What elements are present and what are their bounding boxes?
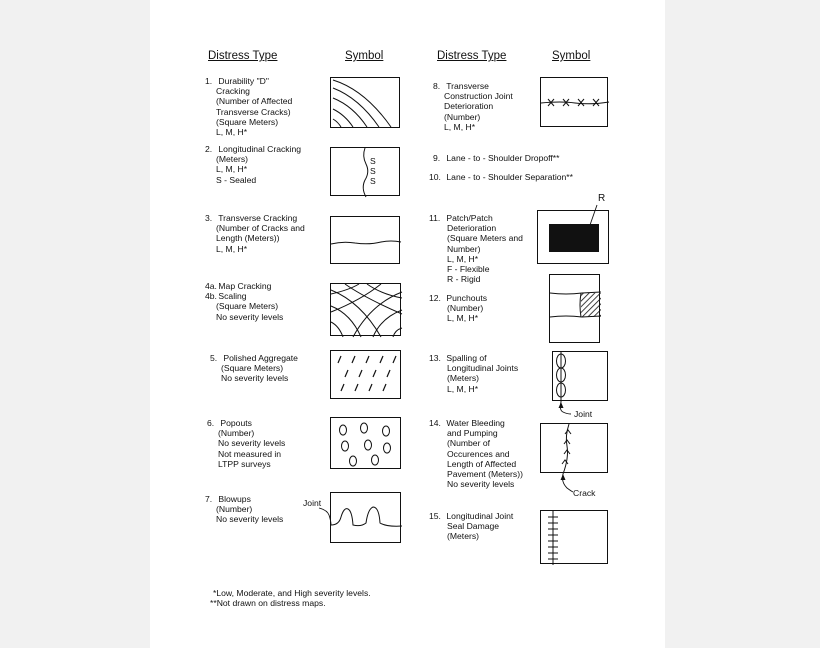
patch-r-label: R xyxy=(598,193,606,204)
item-line: Longitudinal Joints xyxy=(447,363,519,374)
item-line: L, M, H* xyxy=(447,383,479,394)
patch-icon xyxy=(538,211,610,265)
blowup-wave-icon xyxy=(331,493,402,544)
item-line: Scaling xyxy=(218,291,247,302)
symbol-map-cracking xyxy=(330,283,401,336)
item-line: (Square Meters) xyxy=(216,116,279,127)
item-line: Longitudinal Joint xyxy=(446,511,514,521)
item-line: Deterioration xyxy=(447,223,497,234)
water-bleeding-icon xyxy=(541,424,609,474)
item-line: Length (Meters)) xyxy=(216,233,280,244)
item-line: Blowups xyxy=(218,494,251,504)
item-line: (Square Meters) xyxy=(221,363,284,374)
item-line: (Number) xyxy=(447,303,484,314)
distress-item-14 xyxy=(429,418,523,489)
distress-item-6 xyxy=(207,418,285,469)
blowup-joint-label: Joint xyxy=(303,498,322,508)
header-symbol-right: Symbol xyxy=(552,50,591,62)
item-line: (Number of xyxy=(447,438,490,449)
item-number: 12. xyxy=(429,293,441,303)
item-line: Length of Affected xyxy=(447,458,517,469)
item-line: (Number) xyxy=(216,504,253,515)
item-line: S - Sealed xyxy=(216,174,257,185)
slash-marks-icon xyxy=(331,351,402,400)
item-line: Lane - to - Shoulder Dropoff** xyxy=(446,153,560,163)
item-line: Map Cracking xyxy=(218,281,272,291)
item-line: Number) xyxy=(447,243,481,254)
item-line: L, M, H* xyxy=(444,121,476,132)
item-number: 2. xyxy=(205,144,213,154)
item-line: F - Flexible xyxy=(447,264,490,275)
item-line: (Square Meters and xyxy=(447,233,523,244)
item-line: R - Rigid xyxy=(447,274,481,285)
item-line: Occurences and xyxy=(447,448,510,459)
sealed-letter: S xyxy=(370,166,376,176)
distress-item-12 xyxy=(429,293,487,324)
item-line: Deterioration xyxy=(444,101,494,112)
item-line: Durability "D" xyxy=(218,76,269,86)
distress-item-3 xyxy=(205,213,305,254)
item-line: Longitudinal Cracking xyxy=(218,144,302,154)
item-line: (Square Meters) xyxy=(216,301,279,312)
item-line: L, M, H* xyxy=(216,127,248,138)
item-line: (Number) xyxy=(444,111,481,122)
item-line: (Meters) xyxy=(216,154,248,165)
item-line: L, M, H* xyxy=(216,164,248,175)
item-line: Construction Joint xyxy=(444,91,513,102)
item-number: 13. xyxy=(429,353,441,363)
symbol-blowups xyxy=(330,492,401,543)
bleeding-crack-label: Crack xyxy=(573,488,596,498)
item-line: No severity levels xyxy=(216,514,284,525)
item-number: 7. xyxy=(205,494,213,504)
item-line: Spalling of xyxy=(446,353,487,363)
spalling-icon xyxy=(553,352,609,402)
spalling-joint-label: Joint xyxy=(574,409,593,419)
item-number: 8. xyxy=(433,81,441,91)
item-line: L, M, H* xyxy=(216,243,248,254)
footnote-severity: *Low, Moderate, and High severity levels. xyxy=(213,588,371,598)
item-line: and Pumping xyxy=(447,428,498,439)
map-cracking-icon xyxy=(331,284,402,337)
sealed-letter: S xyxy=(370,176,376,186)
item-line: Seal Damage xyxy=(447,521,500,532)
punchout-icon xyxy=(550,275,601,344)
distress-item-7 xyxy=(205,494,283,525)
item-line: Polished Aggregate xyxy=(223,353,298,363)
item-line: (Number) xyxy=(218,428,255,439)
symbol-construction-joint xyxy=(540,77,608,127)
item-number: 11. xyxy=(429,213,441,223)
item-line: LTPP surveys xyxy=(218,458,271,469)
symbol-water-bleeding xyxy=(540,423,608,473)
item-line: Patch/Patch xyxy=(446,213,493,223)
item-number: 10. xyxy=(429,172,441,182)
item-line: (Number of Affected xyxy=(216,96,293,107)
item-number: 14. xyxy=(429,418,441,428)
diagonal-arcs-icon xyxy=(331,78,401,129)
distress-item-5 xyxy=(210,353,298,384)
item-line: L, M, H* xyxy=(447,253,479,264)
distress-item-11 xyxy=(429,213,523,284)
symbol-transverse-cracking xyxy=(330,216,400,264)
distress-item-15 xyxy=(429,511,513,542)
item-line: No severity levels xyxy=(218,438,286,449)
seal-damage-icon xyxy=(541,511,609,565)
item-number: 4b. xyxy=(205,291,217,302)
distress-item-8 xyxy=(433,81,513,132)
item-number: 3. xyxy=(205,213,213,223)
transverse-crack-icon xyxy=(331,217,401,265)
ovals-icon xyxy=(331,418,402,470)
distress-item-9 xyxy=(433,153,559,163)
item-line: No severity levels xyxy=(216,311,284,322)
item-line: Punchouts xyxy=(446,293,488,303)
item-line: (Number of Cracks and xyxy=(216,223,305,234)
symbol-longitudinal-cracking xyxy=(330,147,400,196)
distress-item-1 xyxy=(205,76,292,137)
header-symbol-left: Symbol xyxy=(345,50,384,62)
item-number: 6. xyxy=(207,418,215,428)
footnote-not-drawn: **Not drawn on distress maps. xyxy=(210,598,326,608)
item-line: Transverse xyxy=(446,81,489,91)
item-number: 15. xyxy=(429,511,441,521)
sealed-letter: S xyxy=(370,156,376,166)
header-distress-type-left: Distress Type xyxy=(208,50,278,62)
distress-item-10 xyxy=(429,172,573,182)
item-line: Popouts xyxy=(220,418,252,428)
item-number: 9. xyxy=(433,153,441,163)
symbol-durability-d-cracking xyxy=(330,77,400,128)
item-line: No severity levels xyxy=(221,373,289,384)
item-line: No severity levels xyxy=(447,479,515,490)
sealed-letters xyxy=(370,156,376,186)
symbol-patch xyxy=(537,210,609,264)
item-line: (Meters) xyxy=(447,531,479,542)
symbol-polished-aggregate xyxy=(330,350,401,399)
symbol-spalling xyxy=(552,351,608,401)
item-line: Transverse Cracks) xyxy=(216,106,291,117)
joint-x-marks-icon xyxy=(541,78,609,128)
item-number: 4a. xyxy=(205,281,217,291)
longitudinal-crack-icon xyxy=(331,148,401,197)
distress-item-13 xyxy=(429,353,518,394)
item-line: (Meters) xyxy=(447,373,479,384)
item-line: Transverse Cracking xyxy=(218,213,298,223)
item-line: Water Bleeding xyxy=(446,418,505,428)
item-line: Pavement (Meters)) xyxy=(447,469,523,480)
item-number: 5. xyxy=(210,353,218,363)
header-distress-type-right: Distress Type xyxy=(437,50,507,62)
item-line: Lane - to - Shoulder Separation** xyxy=(446,172,573,182)
item-line: Cracking xyxy=(216,86,250,97)
item-number: 1. xyxy=(205,76,213,86)
distress-item-4 xyxy=(205,281,283,322)
item-line: Not measured in xyxy=(218,448,282,459)
symbol-seal-damage xyxy=(540,510,608,564)
item-line: L, M, H* xyxy=(447,313,479,324)
distress-item-2 xyxy=(205,144,301,185)
symbol-punchout xyxy=(549,274,600,343)
symbol-popouts xyxy=(330,417,401,469)
